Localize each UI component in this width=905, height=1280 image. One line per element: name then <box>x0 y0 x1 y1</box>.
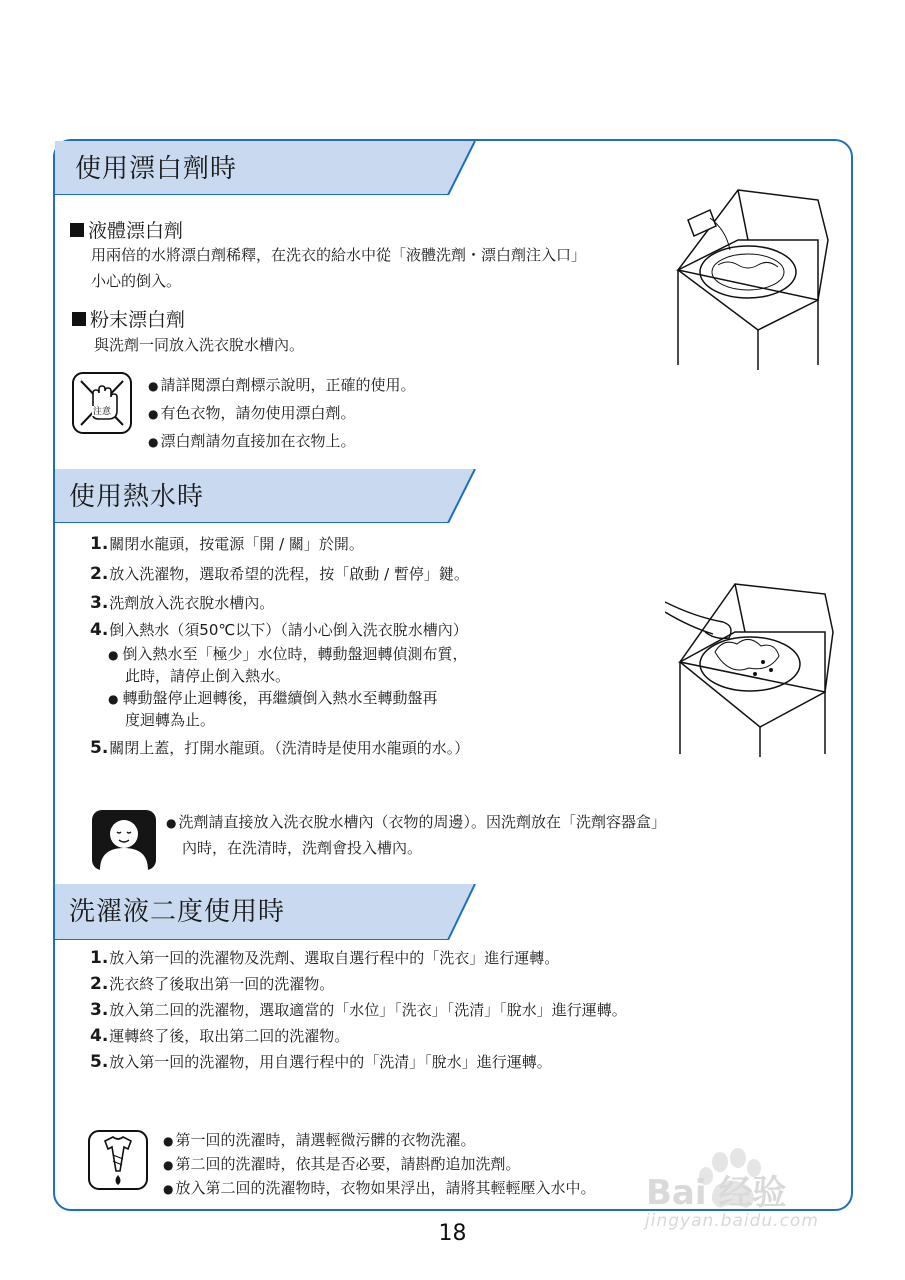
section-header-reuse <box>55 884 480 938</box>
step-number: 4. <box>90 1026 109 1046</box>
reuse-note-3: ● 放入第二回的洗濯物時，衣物如果浮出，請將其輕輕壓入水中。 <box>163 1177 596 1198</box>
step-number: 3. <box>90 1000 109 1020</box>
step-text: 洗衣終了後取出第一回的洗濯物。 <box>109 975 335 993</box>
bleach-note-1: ● 請詳閱漂白劑標示說明，正確的使用。 <box>148 374 416 395</box>
step-text: 運轉終了後，取出第二回的洗濯物。 <box>109 1027 350 1045</box>
section-title: 洗濯液二度使用時 <box>69 897 286 927</box>
reuse-step-2 <box>90 973 334 994</box>
powder-bleach-text: 與洗劑一同放入洗衣脫水槽內。 <box>94 336 305 354</box>
step-number: 5. <box>90 738 109 758</box>
reuse-step-3 <box>90 999 627 1020</box>
reuse-step-4 <box>90 1025 349 1046</box>
bleach-note-2: ● 有色衣物，請勿使用漂白劑。 <box>148 402 356 423</box>
hot-step-1 <box>90 533 364 554</box>
reuse-note-1: ● 第一回的洗濯時，請選輕微污髒的衣物洗濯。 <box>163 1129 476 1150</box>
reuse-step-5 <box>90 1051 552 1072</box>
step-number: 1. <box>90 534 109 554</box>
step-number: 5. <box>90 1052 109 1072</box>
step-text: 放入第一回的洗濯物，用自選行程中的「洗清」「脫水」進行運轉。 <box>109 1053 552 1071</box>
step-text: 放入洗濯物，選取希望的洗程，按「啟動 / 暫停」鍵。 <box>109 565 469 583</box>
reuse-note-2: ● 第二回的洗濯時，依其是否必要，請斟酌追加洗劑。 <box>163 1153 521 1174</box>
step-number: 4. <box>90 620 109 640</box>
square-bullet-icon <box>72 312 86 326</box>
reuse-step-1 <box>90 947 559 968</box>
liquid-bleach-text-1: 用兩倍的水將漂白劑稀釋，在洗衣的給水中從「液體洗劑・漂白劑注入口」 <box>91 246 587 264</box>
step-text: 放入第二回的洗濯物，選取適當的「水位」「洗衣」「洗清」「脫水」進行運轉。 <box>109 1001 627 1019</box>
hot-step-5 <box>90 737 469 758</box>
powder-bleach-title: 粉末漂白劑 <box>90 309 186 331</box>
step-number: 1. <box>90 948 109 968</box>
hot-sub-bullet-2: ● 轉動盤停止迴轉後，再繼續倒入熱水至轉動盤再 <box>108 687 438 708</box>
hot-sub-bullet-2-cont: 度迴轉為止。 <box>125 711 216 729</box>
caution-icon-label: 注意 <box>92 407 112 417</box>
section-title: 使用漂白劑時 <box>75 154 238 184</box>
hot-step-4 <box>90 619 468 640</box>
section-header-bleach <box>55 141 480 195</box>
hot-water-tip-2: 內時，在洗清時，洗劑會投入槽內。 <box>182 839 423 857</box>
powder-bleach-heading <box>72 305 185 332</box>
bleach-note-3: ● 漂白劑請勿直接加在衣物上。 <box>148 430 356 451</box>
detergent-tip-face-icon <box>92 810 156 870</box>
hot-sub-bullet-1-cont: 此時，請停止倒入熱水。 <box>125 667 291 685</box>
watermark-url: jingyan.baidu.com <box>645 1211 819 1231</box>
page-number: 18 <box>438 1221 467 1246</box>
step-number: 2. <box>90 564 109 584</box>
hot-sub-bullet-1: ● 倒入熱水至「極少」水位時，轉動盤迴轉偵測布質， <box>108 643 468 664</box>
washer-pouring-bleach-illustration <box>668 180 838 370</box>
step-text: 關閉上蓋，打開水龍頭。（洗清時是使用水龍頭的水。） <box>109 739 470 757</box>
step-number: 3. <box>90 593 109 613</box>
watermark-text: Bai 经验 <box>646 1173 787 1213</box>
baidu-watermark-logo <box>638 1146 863 1246</box>
step-text: 洗劑放入洗衣脫水槽內。 <box>109 594 275 612</box>
step-number: 2. <box>90 974 109 994</box>
section-title: 使用熱水時 <box>69 482 205 512</box>
liquid-bleach-heading <box>70 216 183 243</box>
step-text: 放入第一回的洗濯物及洗劑、選取自選行程中的「洗衣」進行運轉。 <box>109 949 560 967</box>
hot-water-tip-1: ● 洗劑請直接放入洗衣脫水槽內（衣物的周邊）。因洗劑放在「洗劑容器盒」 <box>166 811 666 832</box>
square-bullet-icon <box>70 223 84 237</box>
shirt-water-drop-icon <box>87 1129 149 1191</box>
liquid-bleach-text-2: 小心的倒入。 <box>91 272 182 290</box>
hot-step-3 <box>90 592 274 613</box>
hot-step-2 <box>90 563 469 584</box>
step-text: 關閉水龍頭，按電源「開 / 關」於開。 <box>109 535 364 553</box>
liquid-bleach-title: 液體漂白劑 <box>88 220 184 242</box>
section-header-hot-water <box>55 469 480 523</box>
caution-hand-icon <box>71 371 133 435</box>
step-text: 倒入熱水（須50℃以下）（請小心倒入洗衣脫水槽內） <box>109 621 468 639</box>
washer-adding-clothes-illustration <box>665 582 840 757</box>
